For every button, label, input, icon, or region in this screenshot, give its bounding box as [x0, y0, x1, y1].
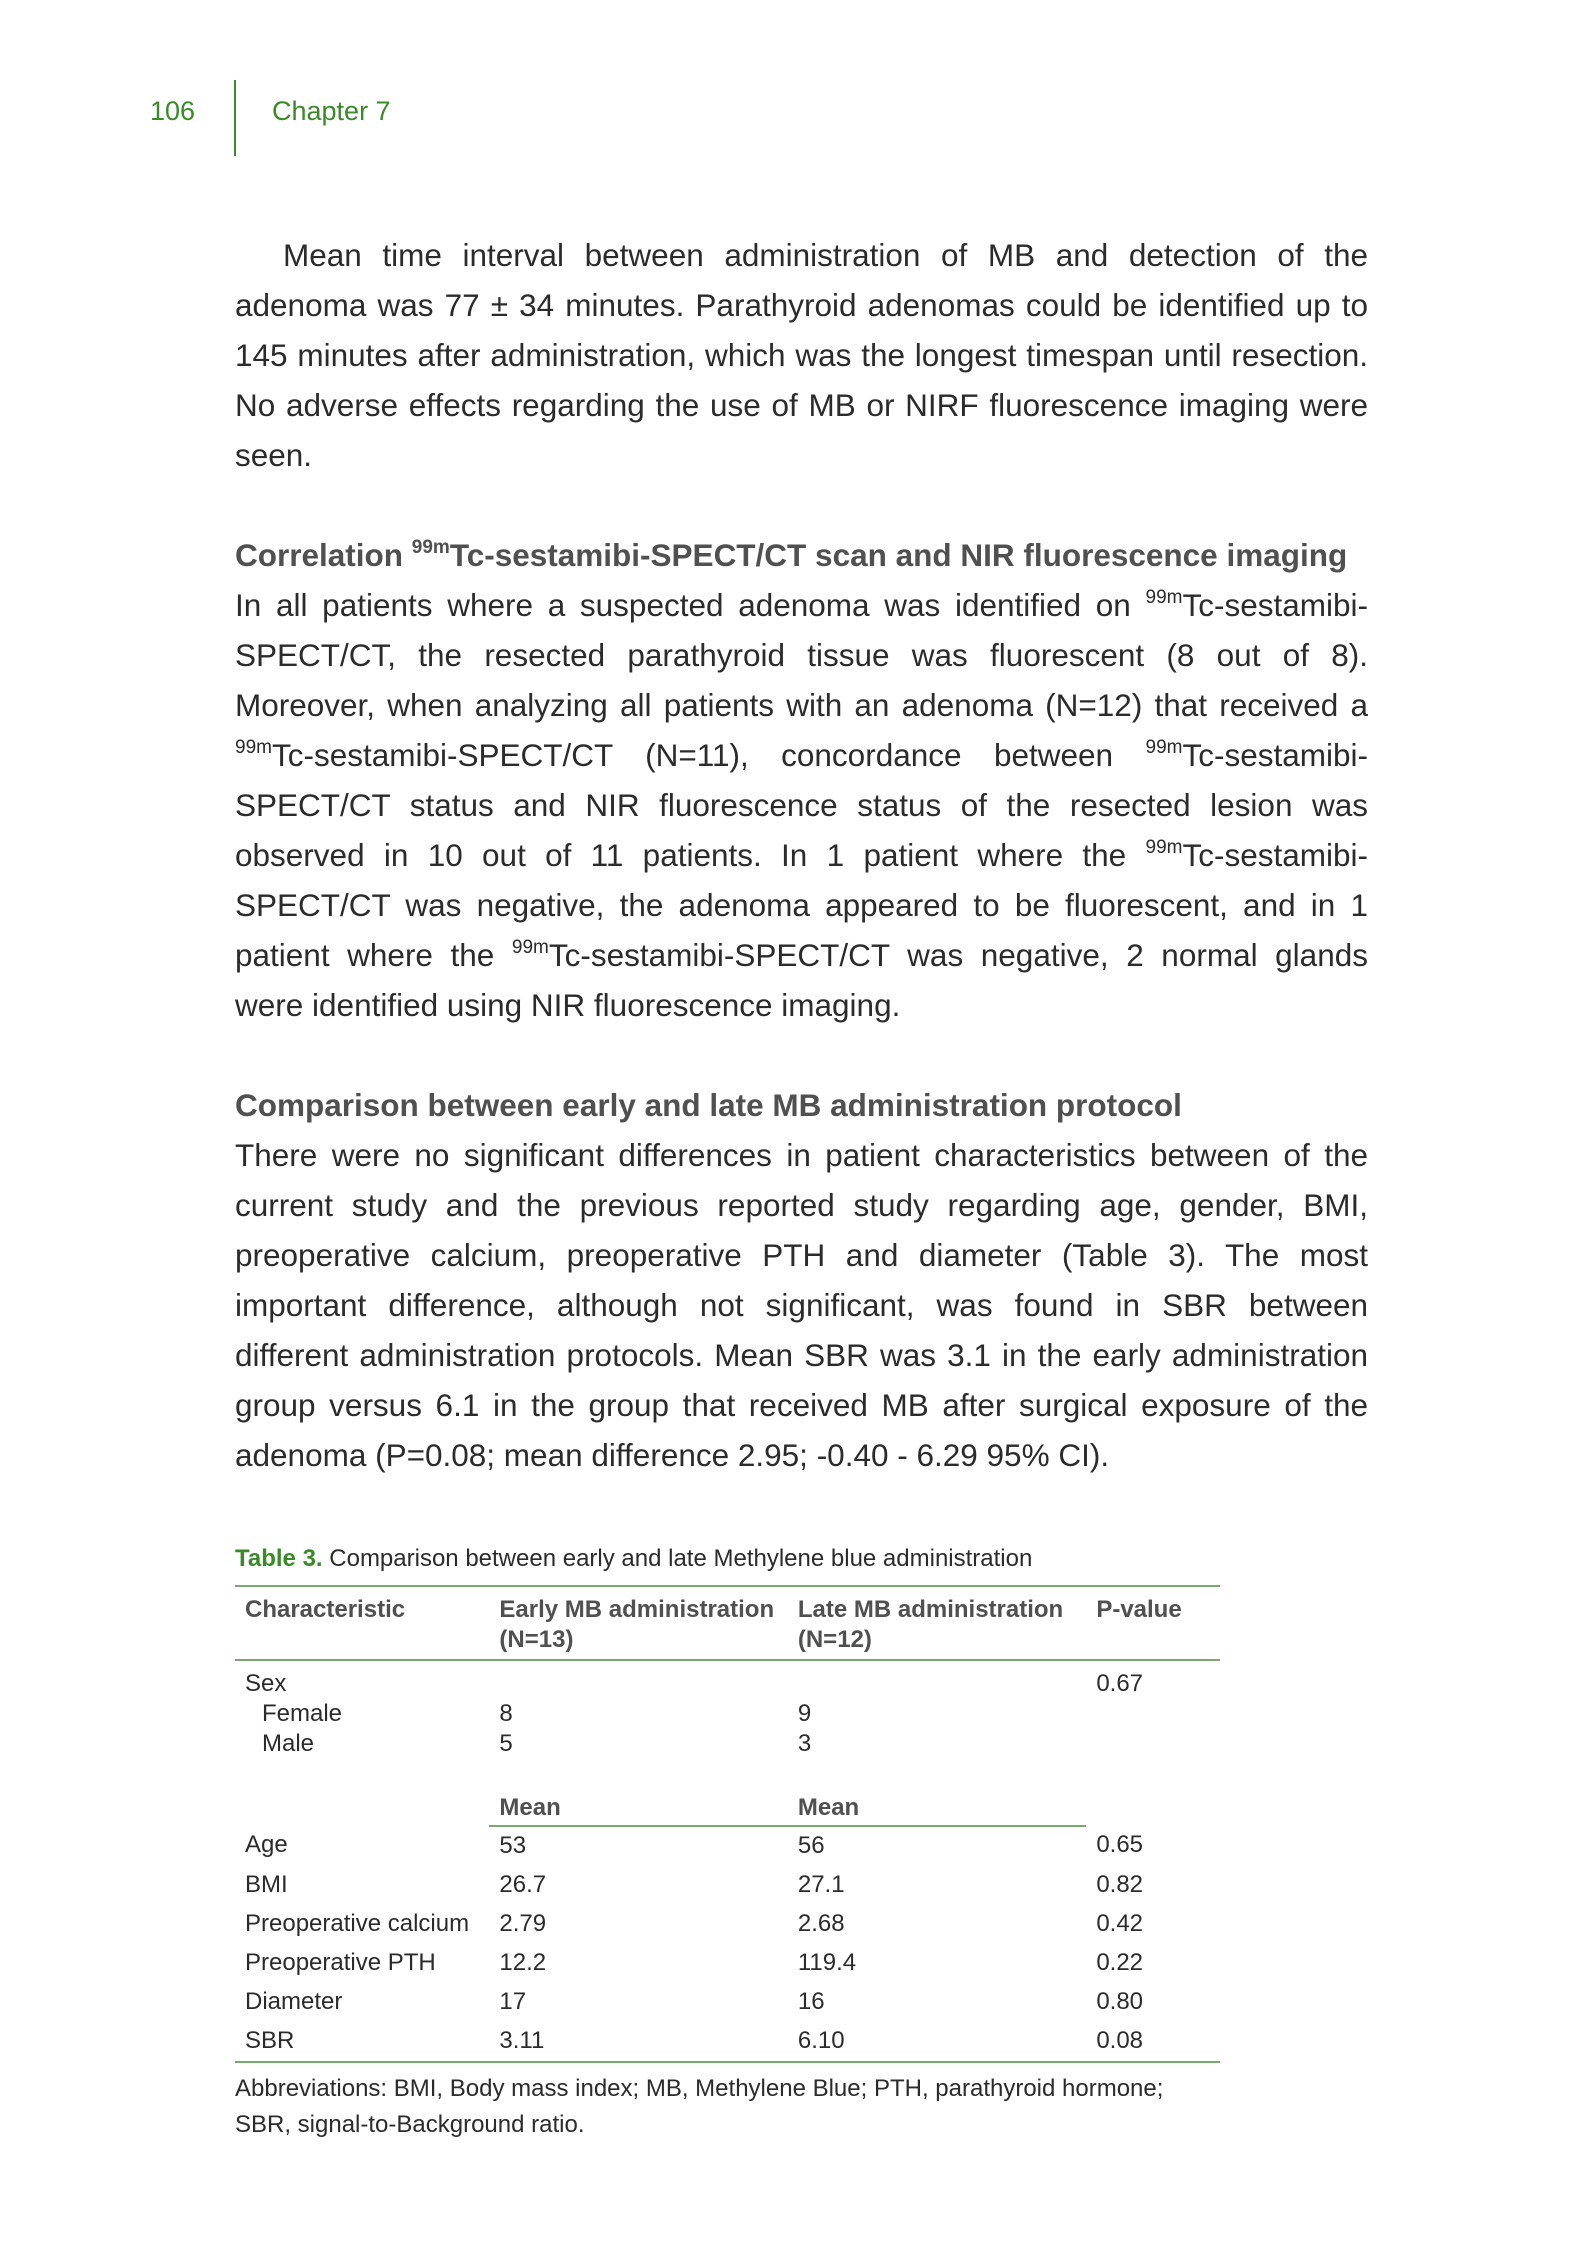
paragraph-correlation: In all patients where a suspected adenoma was identified on $^{99m}$Tc-sestamibi-SPECT/CT, the resected parathyroid tissue was fluorescent (8 out of 8). Moreover, when analyzing all patients with an adenoma (N=12) that received a $^{99m}$Tc-sestamibi-SPECT/CT (N=11), concordance between $^{99m}$Tc-sestamibi-SPECT/CT status and NIR fluorescence status of the resected lesion was observed in 10 out of 11 patients. In 1 patient where the $^{99m}$Tc-sestamibi-SPECT/CT was negative, the adenoma appeared to be fluorescent, and in 1 patient where the $^{99m}$Tc-sestamibi-SPECT/CT was negative, 2 normal glands were identified using NIR fluorescence imaging.: [235, 587, 1368, 1023]
table-row-sex: Sex 0.67: [245, 1670, 1144, 1697]
body-text: [235, 230, 1368, 1480]
table-row: SBR 3.11 6.10 0.08: [235, 2022, 1220, 2062]
comparison-table: [235, 1585, 1220, 2063]
paragraph-time-interval: Mean time interval between administration of MB and detection of the adenoma was 77 ± 34 minutes. Parathyroid adenomas could be identified up to 145 minutes after administration, which was the longest timespan until resection. No adverse effects regarding the use of MB or NIRF fluorescence imaging were seen.: [235, 237, 1368, 473]
page-header: [0, 80, 1593, 160]
table-abbreviations: Abbreviations: BMI, Body mass index; MB, Methylene Blue; PTH, parathyroid hormone; SBR, signal-to-Background ratio.: [235, 2075, 1164, 2138]
header-divider: [234, 80, 236, 156]
table-row: Preoperative calcium 2.79 2.68 0.42: [245, 1910, 1144, 1937]
table-3: [235, 1541, 1220, 2143]
header-early: Early MB administration (N=13): [499, 1596, 775, 1653]
paragraph-comparison: There were no significant differences in patient characteristics between of the current study and the previous reported study regarding age, gender, BMI, preoperative calcium, preoperative PTH and diameter (Table 3). The most important difference, although not significant, was found in SBR between different administration protocols. Mean SBR was 3.1 in the early administration group versus 6.1 in the group that received MB after surgical exposure of the adenoma (P=0.08; mean difference 2.95; -0.40 - 6.29 95% CI).: [235, 1137, 1368, 1473]
table-subheader-mean: Mean Mean: [235, 1789, 1220, 1826]
header-late: Late MB administration (N=12): [797, 1596, 1064, 1653]
header-characteristic: Characteristic: [245, 1596, 406, 1623]
table-row: Diameter 17 16 0.80: [245, 1988, 1144, 2015]
table-header-row: [235, 1586, 1220, 1660]
section-heading-correlation: Correlation $^{99m}$Tc-sestamibi-SPECT/CT scan and NIR fluorescence imaging: [235, 537, 1348, 573]
table-row-female: Female 8 9: [262, 1700, 812, 1727]
header-pvalue: P-value: [1096, 1596, 1182, 1623]
section-heading-comparison: Comparison between early and late MB administration protocol: [235, 1087, 1182, 1123]
chapter-title: Chapter 7: [272, 96, 391, 126]
table-caption: Table 3. Comparison between early and late Methylene blue administration: [235, 1545, 1033, 1572]
table-row: BMI 26.7 27.1 0.82: [245, 1871, 1144, 1898]
table-row-male: Male 5 3: [262, 1730, 812, 1757]
page-number: 106: [150, 96, 196, 126]
table-row: Preoperative PTH 12.2 119.4 0.22: [245, 1949, 1144, 1976]
table-row: Age 53 56 0.65: [245, 1831, 1144, 1859]
